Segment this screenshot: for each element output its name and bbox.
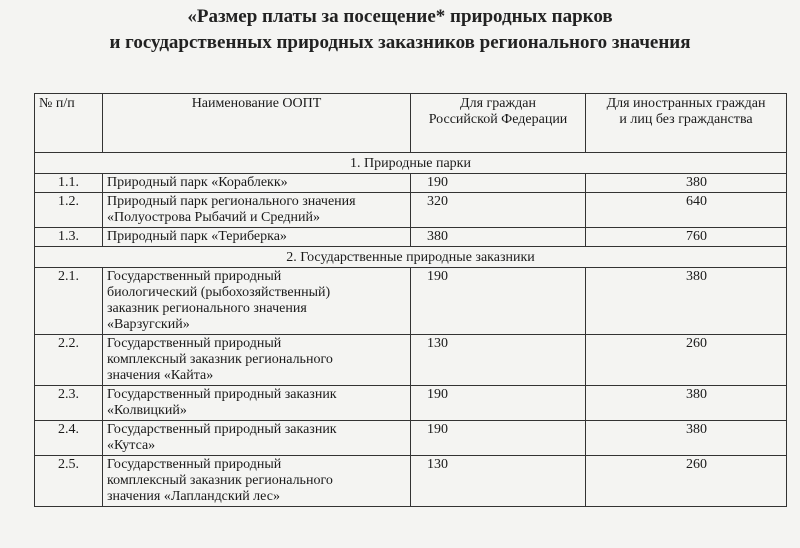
header-foreign-line-1: Для иностранных граждан bbox=[606, 96, 766, 111]
row-name-line: Государственный природный заказник bbox=[107, 422, 337, 437]
row-fee-foreign: 260 bbox=[586, 456, 787, 507]
row-name-line: значения «Лапландский лес» bbox=[107, 489, 280, 504]
row-fee-rf: 320 bbox=[411, 193, 586, 228]
row-fee-rf: 130 bbox=[411, 456, 586, 507]
table-row bbox=[35, 193, 787, 228]
row-fee-foreign: 380 bbox=[586, 174, 787, 193]
section-row bbox=[35, 247, 787, 268]
table-body bbox=[35, 153, 787, 507]
row-number: 2.3. bbox=[35, 386, 103, 421]
row-number: 1.1. bbox=[35, 174, 103, 193]
header-foreign-line-2: и лиц без гражданства bbox=[619, 112, 753, 127]
row-name-line: Природный парк «Териберка» bbox=[107, 229, 287, 244]
table-row bbox=[35, 174, 787, 193]
fee-table bbox=[34, 93, 787, 507]
table-row bbox=[35, 335, 787, 386]
header-name: Наименование ООПТ bbox=[103, 94, 411, 153]
row-number: 1.2. bbox=[35, 193, 103, 228]
row-fee-rf: 130 bbox=[411, 335, 586, 386]
row-name bbox=[103, 228, 411, 247]
row-number: 2.4. bbox=[35, 421, 103, 456]
row-name-line: значения «Кайта» bbox=[107, 368, 214, 383]
table-row bbox=[35, 228, 787, 247]
row-name bbox=[103, 456, 411, 507]
row-name-line: «Варзугский» bbox=[107, 317, 190, 332]
header-foreign bbox=[586, 94, 787, 153]
row-fee-foreign: 380 bbox=[586, 386, 787, 421]
row-name-line: биологический (рыбохозяйственный) bbox=[107, 285, 331, 300]
row-name-line: Государственный природный bbox=[107, 457, 282, 472]
row-number: 2.1. bbox=[35, 268, 103, 335]
row-name-line: комплексный заказник регионального bbox=[107, 473, 333, 488]
row-name-line: Государственный природный bbox=[107, 269, 282, 284]
row-number: 1.3. bbox=[35, 228, 103, 247]
row-fee-rf: 190 bbox=[411, 386, 586, 421]
row-fee-foreign: 640 bbox=[586, 193, 787, 228]
row-name-line: Государственный природный bbox=[107, 336, 282, 351]
header-rf bbox=[411, 94, 586, 153]
section-row bbox=[35, 153, 787, 174]
header-num: № п/п bbox=[35, 94, 103, 153]
title-line-1: «Размер платы за посещение* природных парков bbox=[187, 6, 613, 27]
row-fee-foreign: 760 bbox=[586, 228, 787, 247]
row-name-line: заказник регионального значения bbox=[107, 301, 307, 316]
title-line-2: и государственных природных заказников регионального значения bbox=[109, 32, 691, 53]
row-name bbox=[103, 386, 411, 421]
row-number: 2.2. bbox=[35, 335, 103, 386]
table-row bbox=[35, 421, 787, 456]
row-name bbox=[103, 421, 411, 456]
fee-table-container bbox=[34, 93, 786, 507]
section-title: 2. Государственные природные заказники bbox=[35, 247, 787, 268]
row-name-line: Природный парк регионального значения bbox=[107, 194, 356, 209]
row-name bbox=[103, 193, 411, 228]
row-fee-foreign: 380 bbox=[586, 421, 787, 456]
section-title: 1. Природные парки bbox=[35, 153, 787, 174]
row-fee-rf: 380 bbox=[411, 228, 586, 247]
row-name bbox=[103, 268, 411, 335]
table-row bbox=[35, 268, 787, 335]
table-row bbox=[35, 456, 787, 507]
document-title bbox=[0, 4, 800, 56]
row-name-line: «Полуострова Рыбачий и Средний» bbox=[107, 210, 321, 225]
row-name bbox=[103, 174, 411, 193]
row-name-line: Государственный природный заказник bbox=[107, 387, 337, 402]
row-fee-foreign: 260 bbox=[586, 335, 787, 386]
table-header-row bbox=[35, 94, 787, 153]
row-number: 2.5. bbox=[35, 456, 103, 507]
row-name bbox=[103, 335, 411, 386]
row-name-line: «Колвицкий» bbox=[107, 403, 187, 418]
row-name-line: Природный парк «Кораблекк» bbox=[107, 175, 288, 190]
header-rf-line-2: Российской Федерации bbox=[428, 112, 568, 127]
row-name-line: комплексный заказник регионального bbox=[107, 352, 333, 367]
row-fee-rf: 190 bbox=[411, 174, 586, 193]
header-rf-line-1: Для граждан bbox=[460, 96, 536, 111]
row-fee-foreign: 380 bbox=[586, 268, 787, 335]
row-fee-rf: 190 bbox=[411, 268, 586, 335]
table-row bbox=[35, 386, 787, 421]
row-name-line: «Кутса» bbox=[107, 438, 156, 453]
row-fee-rf: 190 bbox=[411, 421, 586, 456]
